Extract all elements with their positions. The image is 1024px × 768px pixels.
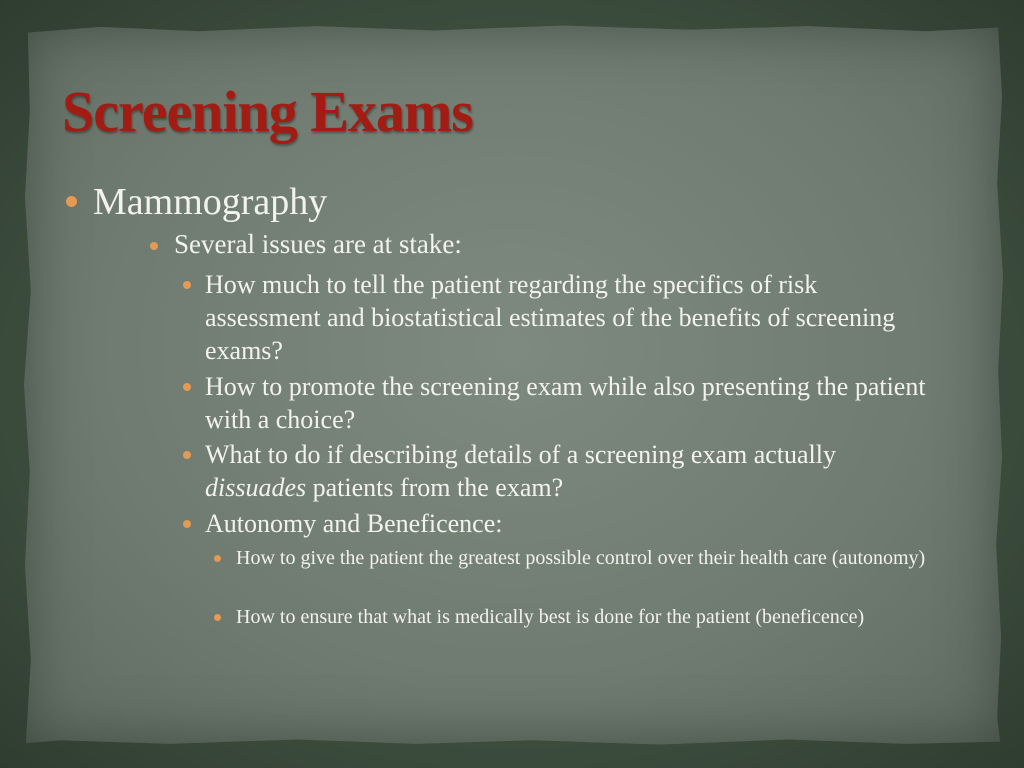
emphasized-text: dissuades — [205, 473, 307, 502]
list-item: Mammography — [93, 181, 328, 223]
list-item: Several issues are at stake: — [174, 229, 462, 259]
bullet-icon — [183, 451, 191, 459]
slide-title: Screening Exams — [62, 79, 473, 144]
bullet-icon — [214, 614, 221, 621]
bullet-icon — [183, 520, 191, 528]
bullet-icon — [66, 196, 77, 207]
list-item: How to ensure that what is medically best is done for the patient (beneficence) — [236, 606, 865, 628]
list-item — [205, 438, 925, 504]
list-item: How to give the patient the greatest possible control over their health care (autonomy) — [236, 547, 926, 569]
list-item: Autonomy and Beneficence: — [205, 509, 503, 538]
list-item-text: patients from the exam? — [306, 473, 564, 502]
list-item: How to promote the screening exam while also presenting the patient with a choice? — [205, 372, 926, 434]
list-item: How much to tell the patient regarding the specifics of risk assessment and biostatistical estimates of the benefits of screening exams? — [205, 270, 896, 365]
bullet-icon — [150, 242, 158, 250]
bullet-icon — [183, 281, 191, 289]
bullet-icon — [183, 383, 191, 391]
list-item-text: What to do if describing details of a screening exam actually — [205, 440, 836, 469]
bullet-icon — [214, 555, 221, 562]
